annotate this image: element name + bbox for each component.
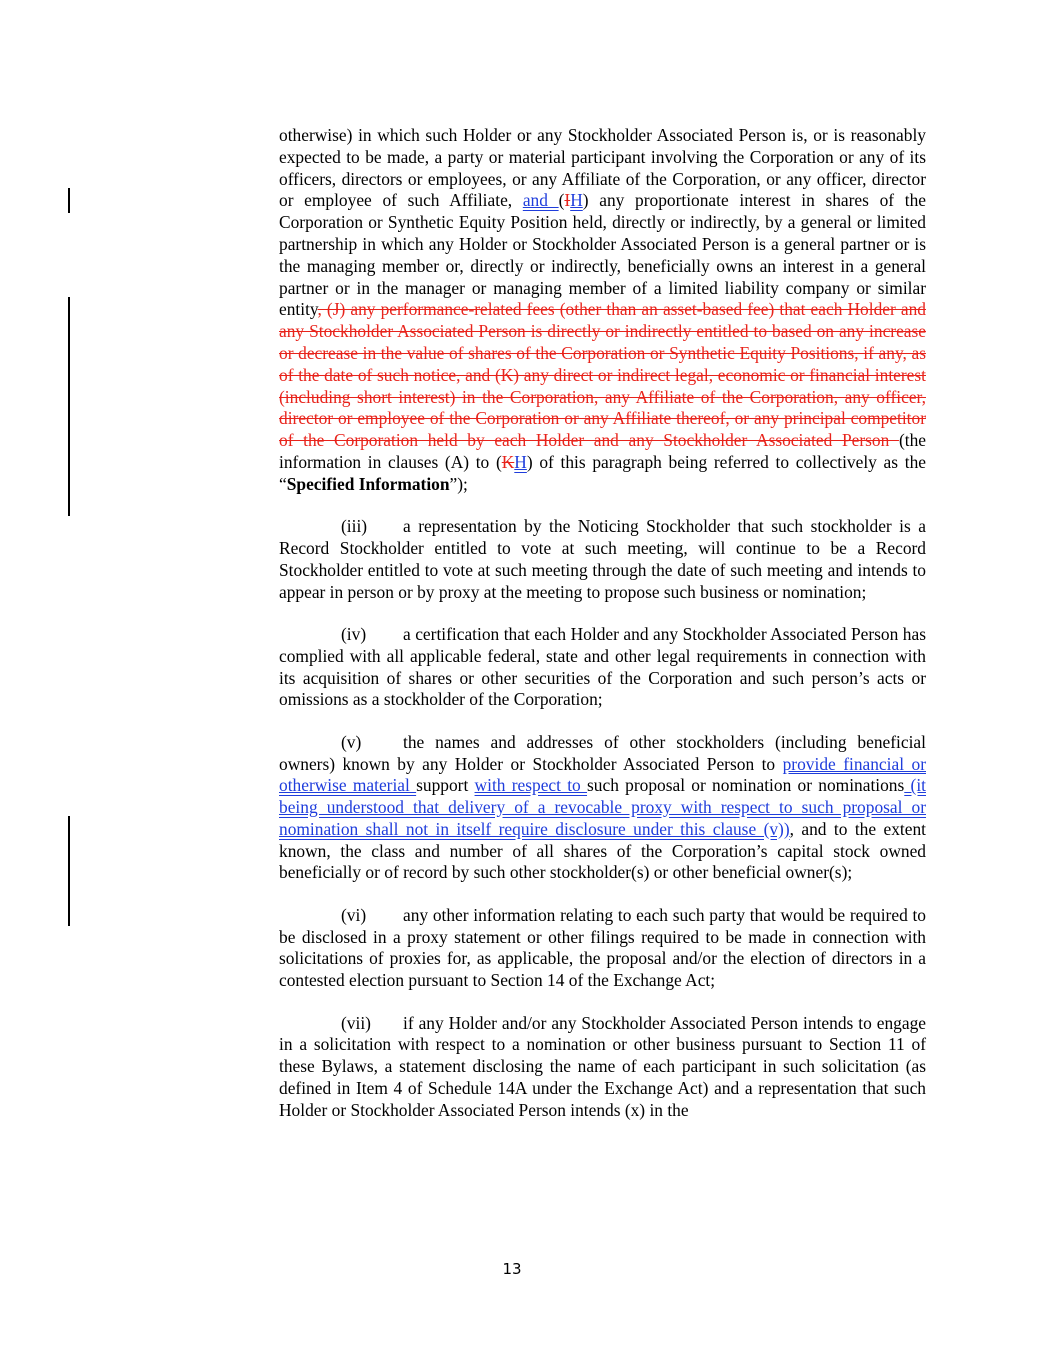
inserted-text: (it being understood that delivery of a revocable proxy with respect to such proposal or nomination shall not in itself require disclosure under this clause (v)) (279, 775, 926, 839)
deleted-text: , (J) any performance-related fees (other than an asset-based fee) that each Holder and any Stockholder Associated Person is directly or indirectly entitled to based on any increase or decrease in the value of shares of the Corporation or Synthetic Equity Positions, if any, as of the date of such notice, and (K) any direct or indirect legal, economic or financial interest (including short interest) in the Corporation, any Affiliate of the Corporation, any officer, director or employee of the Corporation or any Affiliate thereof, or any principal competitor of the Corporation held by each Holder and any Stockholder Associated Person (279, 299, 926, 451)
change-bar (68, 816, 70, 926)
deleted-text: K (501, 451, 515, 472)
page-number: 13 (502, 1260, 522, 1278)
paragraph-continuation (279, 125, 926, 496)
text-run: ( (558, 190, 565, 211)
inserted-text: H (514, 451, 527, 472)
item-number: (v) (341, 731, 362, 752)
text-run: if any Holder and/or any Stockholder Associated Person intends to engage in a solicitation with respect to a nomination or other business pursuant to Section 11 of these Bylaws, a statement disclosing the name of each participant in such solicitation (as defined in Item 4 of Schedule 14A under the Exchange Act) and a representation that such Holder or Stockholder Associated Person intends (x) in the (279, 1012, 926, 1120)
text-run: a certification that each Holder and any Stockholder Associated Person has complied with all applicable federal, state and other legal requirements in connection with its acquisition of shares or other securities of the Corporation and such person’s acts or omissions as a stockholder of the Corporation; (279, 623, 926, 710)
text-run: ) any proportionate interest in shares of the Corporation or Synthetic Equity Position held, directly or indirectly, by a general or limited partnership in which any Holder or Stockholder Associated Person is a general partner or is the managing member or, directly or indirectly, beneficially owns an interest in a general partner or in the manager or managing member of a limited liability company or similar entity (279, 190, 926, 320)
text-run: ”); (449, 473, 468, 494)
paragraph-iii (279, 516, 926, 603)
text-run: , and to the extent known, the class and number of all shares of the Corporation’s capital stock owned beneficially or of record by such other stockholder(s) or other beneficial owner(s); (279, 818, 926, 883)
item-number: (vii) (341, 1012, 371, 1033)
deleted-text: I (564, 190, 571, 211)
change-bar (68, 188, 70, 213)
item-number: (vi) (341, 904, 367, 925)
inserted-text: H (570, 190, 583, 211)
text-run: the names and addresses of other stockholders (including beneficial owners) known by any Holder or Stockholder Associated Person to (279, 731, 926, 774)
text-run: support (416, 775, 475, 796)
text-run: a representation by the Noticing Stockholder that such stockholder is a Record Stockholder entitled to vote at such meeting, will continue to be a Record Stockholder entitled to vote at such meeting through the date of such meeting and intends to appear in person or by proxy at the meeting to propose such business or nomination; (279, 516, 926, 602)
text-run: (the information in clauses (A) to ( (279, 430, 926, 472)
paragraph-iv (279, 624, 926, 711)
text-run: such proposal or nomination or nominations (587, 775, 905, 796)
text-run: any other information relating to each such party that would be required to be disclosed in a proxy statement or other filings required to be made in connection with solicitations of proxies for, as applicable, the proposal and/or the election of directors in a contested election pursuant to Section 14 of the Exchange Act; (279, 904, 926, 991)
inserted-text: provide financial or otherwise material (279, 753, 926, 796)
paragraph-v (279, 732, 926, 885)
text-run: ) of this paragraph being referred to collectively as the “ (279, 451, 926, 494)
document-body (279, 125, 926, 1142)
defined-term: Specified Information (286, 473, 450, 494)
change-bar (68, 297, 70, 516)
text-run: otherwise) in which such Holder or any Stockholder Associated Person is, or is reasonably expected to be made, a party or material participant involving the Corporation or any of its officers, directors or employees, or any Affiliate of the Corporation, or any officer, director or employee of such Affiliate, (279, 125, 926, 211)
paragraph-vi (279, 905, 926, 992)
inserted-text: with respect to (474, 775, 588, 796)
inserted-text: and (522, 190, 559, 211)
item-number: (iv) (341, 623, 367, 644)
item-number: (iii) (341, 516, 368, 537)
paragraph-vii (279, 1013, 926, 1122)
